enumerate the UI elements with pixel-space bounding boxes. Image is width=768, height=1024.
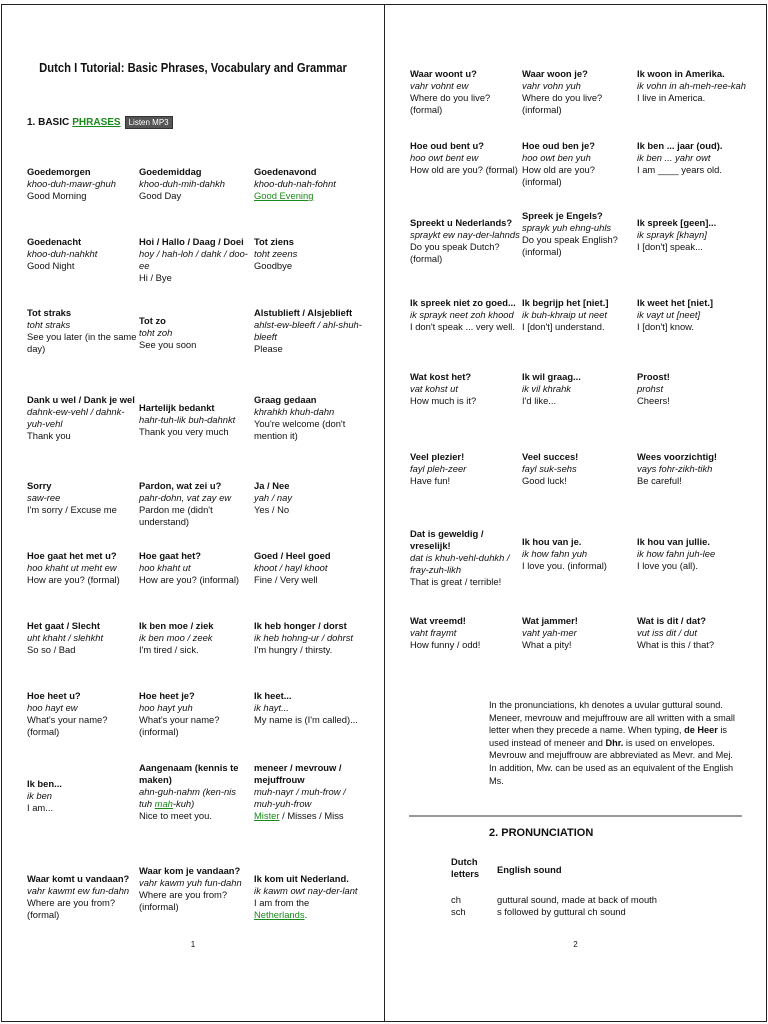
phrase-term: Ik begrijp het [niet.] (522, 297, 609, 308)
phrase-pronunciation: ik hayt... (254, 702, 289, 713)
phrase-pronunciation: ik ben moo / zeek (139, 632, 213, 643)
phrase-meaning: Do you speak English? (informal) (522, 234, 618, 257)
phrase-term: Ik wil graag... (522, 371, 581, 382)
phrase-entry (410, 371, 520, 407)
phrase-term: Tot straks (27, 307, 72, 318)
pron-sound: guttural sound, made at back of mouth (497, 894, 657, 905)
phrase-pronunciation: vaht fraymt (410, 627, 457, 638)
phrase-meaning: Have fun! (410, 475, 451, 486)
page-1 (1, 4, 385, 1022)
phrase-pronunciation: ik how fahn juh-lee (637, 548, 716, 559)
phrase-pronunciation: khoo-duh-mih-dahkh (139, 178, 225, 189)
phrase-entry (410, 297, 520, 333)
phrase-term: Pardon, wat zei u? (139, 480, 222, 491)
phrase-entry (27, 778, 137, 814)
phrase-pronunciation: hoo owt bent ew (410, 152, 479, 163)
phrase-entry (410, 451, 520, 487)
phrase-term: Ik ben... (27, 778, 62, 789)
note-text: is used instead of meneer and (489, 725, 727, 748)
phrase-term: Wat is dit / dat? (637, 615, 706, 626)
phrase-pronunciation: ahlst-ew-bleeft / ahl-shuh-bleeft (254, 319, 362, 342)
note-text: In the pronunciations, kh denotes a uvular guttural sound. Meneer, mevrouw and mejuffrouw are all written with a small letter when they precede a name. When typing, (489, 700, 735, 736)
phrase-pronunciation: fayl pleh-zeer (410, 463, 467, 474)
phrase-term: Spreek je Engels? (522, 210, 603, 221)
phrase-pronunciation: khoo-duh-mawr-ghuh (27, 178, 116, 189)
phrase-entry (27, 394, 137, 442)
phrase-pronunciation: vahr vohnt ew (410, 80, 469, 91)
phrase-meaning: Where do you live? (formal) (410, 92, 491, 115)
phrase-pronunciation: vahr vohn yuh (522, 80, 581, 91)
phrase-term: Wees voorzichtig! (637, 451, 718, 462)
phrase-meaning: I'm hungry / thirsty. (254, 644, 333, 655)
phrase-meaning: Do you speak Dutch? (formal) (410, 241, 500, 264)
phrase-meaning: Pardon me (didn't understand) (139, 504, 213, 527)
phrase-pronunciation: hoo khaht ut meht ew (27, 562, 117, 573)
phrase-pronunciation: saw-ree (27, 492, 61, 503)
phrase-meaning: I am ____ years old. (637, 164, 722, 175)
phrase-entry (27, 307, 137, 355)
phrase-term: Waar kom je vandaan? (139, 865, 241, 876)
note-bold-term: Dhr. (605, 737, 624, 748)
phrase-meaning: See you soon (139, 339, 197, 350)
phrase-term: Sorry (27, 480, 52, 491)
phrase-term: Ik spreek niet zo goed... (410, 297, 516, 308)
phrase-entry (27, 166, 137, 202)
page-number: 1 (190, 940, 196, 949)
phrase-meaning: Fine / Very well (254, 574, 318, 585)
phrase-pronunciation: vays fohr-zikh-tikh (637, 463, 713, 474)
phrase-meaning: So so / Bad (27, 644, 76, 655)
phrase-entry (522, 371, 632, 407)
phrase-pronunciation: hoo hayt ew (27, 702, 78, 713)
phrase-pronunciation: vut iss dit / dut (637, 627, 697, 638)
phrase-meaning: How are you? (formal) (27, 574, 120, 585)
pronunciation-note (489, 699, 735, 787)
phrase-entry (410, 68, 520, 116)
phrase-pronunciation: vahr kawm yuh fun-dahn (139, 877, 242, 888)
phrase-entry (139, 865, 249, 913)
note-text: is used on envelopes. Mevrouw and mejuffrouw are abbreviated as Mevr. and Mej. In addition, Mw. can be used as an equivalent of the English Ms. (489, 737, 734, 786)
phrase-meaning: See you later (in the same day) (27, 331, 137, 354)
good-evening-link[interactable]: Good Evening (254, 190, 314, 201)
phrase-meaning: Good Morning (27, 190, 87, 201)
phrase-term: Hoe gaat het? (139, 550, 201, 561)
phrase-term: Hoe heet je? (139, 690, 195, 701)
phrase-entry (522, 68, 632, 116)
phrase-entry (637, 615, 747, 651)
phrase-meaning: What is this / that? (637, 639, 715, 650)
phrase-pronunciation: ik vil khrahk (522, 383, 571, 394)
phrase-meaning: Hi / Bye (139, 272, 172, 283)
phrase-entry (522, 536, 632, 572)
phrase-pronunciation: hoo hayt yuh (139, 702, 193, 713)
phrase-pronunciation: ik kawm owt nay-der-lant (254, 885, 358, 896)
phrase-term: Ik woon in Amerika. (637, 68, 725, 79)
phrase-term: Ik kom uit Nederland. (254, 873, 349, 884)
phrase-meaning: I'm sorry / Excuse me (27, 504, 117, 515)
phrase-entry (27, 873, 137, 921)
phrase-entry (410, 140, 520, 176)
phrase-term: Ik spreek [geen]... (637, 217, 717, 228)
phrase-meaning: Yes / No (254, 504, 290, 515)
phrases-link[interactable]: PHRASES (72, 117, 121, 128)
document-title: Dutch I Tutorial: Basic Phrases, Vocabulary and Grammar (39, 61, 347, 75)
phrase-meaning: I love you (all). (637, 560, 698, 571)
phrase-term: Hartelijk bedankt (139, 402, 215, 413)
section-1-prefix: 1. BASIC (27, 117, 70, 128)
phrase-meaning: Where are you from? (informal) (139, 889, 228, 912)
phrase-meaning: What's your name? (formal) (27, 714, 108, 737)
phrase-entry (254, 620, 364, 656)
phrase-meaning: How funny / odd! (410, 639, 481, 650)
phrase-entry (139, 480, 249, 528)
phrase-term: Hoe oud bent u? (410, 140, 484, 151)
phrase-entry (254, 307, 364, 355)
netherlands-link[interactable]: Netherlands (254, 909, 305, 920)
section-1-heading (27, 116, 173, 129)
phrase-entry (139, 690, 249, 738)
phrase-term: Tot zo (139, 315, 166, 326)
phrase-pronunciation: ik buh-khraip ut neet (522, 309, 607, 320)
phrase-entry (139, 236, 249, 284)
phrase-entry (522, 140, 632, 188)
phrase-entry (254, 762, 364, 822)
phrase-meaning: Thank you (27, 430, 71, 441)
phrase-term: meneer / mevrouw / mejuffrouw (254, 762, 342, 785)
phrase-term: Wat vreemd! (410, 615, 466, 626)
page-number: 2 (573, 940, 578, 949)
phrase-term: Het gaat / Slecht (27, 620, 100, 631)
phrase-meaning: Where are you from? (formal) (27, 897, 116, 920)
phrase-term: Dat is geweldig / vreselijk! (410, 528, 484, 551)
phrase-term: Hoe gaat het met u? (27, 550, 117, 561)
phrase-term: Ik heb honger / dorst (254, 620, 347, 631)
note-bold-term: de Heer (684, 725, 718, 736)
phrase-term: Ik ben ... jaar (oud). (637, 140, 723, 151)
phrase-entry (254, 480, 364, 516)
phrase-entry (139, 315, 249, 351)
phrase-meaning: Where do you live? (informal) (522, 92, 603, 115)
phrase-meaning: I'm tired / sick. (139, 644, 199, 655)
phrase-term: Goedenavond (254, 166, 317, 177)
phrase-pronunciation: ik ben ... yahr owt (637, 152, 711, 163)
phrase-term: Alstublieft / Alsjeblieft (254, 307, 353, 318)
phrase-meaning: That is great / terrible! (410, 576, 502, 587)
phrase-entry (410, 528, 520, 588)
meaning-pre: I am from the (254, 897, 310, 908)
phrase-term: Spreekt u Nederlands? (410, 217, 513, 228)
phrase-entry (27, 550, 137, 586)
phrase-meaning: Please (254, 343, 283, 354)
phrase-term: Dank u wel / Dank je wel (27, 394, 135, 405)
phrase-pronunciation: toht zeens (254, 248, 298, 259)
phrase-term: Goedemorgen (27, 166, 91, 177)
phrase-term: Goed / Heel goed (254, 550, 331, 561)
phrase-term: Waar woont u? (410, 68, 477, 79)
phrase-pronunciation: muh-nayr / muh-frow / muh-yuh-frow (254, 786, 346, 809)
phrase-entry (27, 620, 137, 656)
phrase-entry (637, 217, 747, 253)
phrase-entry (139, 166, 249, 202)
listen-mp3-button[interactable]: Listen MP3 (125, 116, 173, 129)
phrase-term: Graag gedaan (254, 394, 317, 405)
phrase-entry (637, 68, 747, 104)
phrase-entry (27, 236, 137, 272)
phrase-term: Aangenaam (kennis te maken) (139, 762, 239, 785)
pronunciation-part: -kuh) (172, 798, 195, 809)
phrase-term: Hoe oud ben je? (522, 140, 595, 151)
phrase-meaning: How old are you? (informal) (522, 164, 595, 187)
phrase-meaning: Nice to meet you. (139, 810, 212, 821)
phrase-pronunciation: spraykt ew nay-der-lahnds (410, 229, 520, 240)
meaning-rest: / Misses / Miss (279, 810, 344, 821)
phrase-entry (254, 550, 364, 586)
phrase-term: Ik heet... (254, 690, 292, 701)
phrase-term: Goedenacht (27, 236, 82, 247)
phrase-pronunciation: dat is khuh-vehl-duhkh / fray-zuh-likh (410, 552, 510, 575)
phrase-pronunciation: sprayk yuh ehng-uhls (522, 222, 612, 233)
phrase-pronunciation: ik vayt ut [neet] (637, 309, 701, 320)
pron-sound: s followed by guttural ch sound (497, 906, 626, 917)
phrase-term: Veel plezier! (410, 451, 465, 462)
phrase-term: Veel succes! (522, 451, 579, 462)
phrase-entry (27, 690, 137, 738)
phrase-meaning: Goodbye (254, 260, 293, 271)
phrase-meaning: You're welcome (don't mention it) (254, 418, 346, 441)
phrase-term: Ik weet het [niet.] (637, 297, 714, 308)
phrase-meaning: Good Night (27, 260, 75, 271)
page-2 (384, 4, 767, 1022)
phrase-term: Hoe heet u? (27, 690, 81, 701)
mah-link[interactable]: mah (154, 798, 173, 809)
phrase-meaning: How old are you? (formal) (410, 164, 518, 175)
phrase-entry (139, 550, 249, 586)
phrase-pronunciation (139, 786, 249, 810)
phrase-term: Wat kost het? (410, 371, 472, 382)
phrase-entry (254, 394, 364, 442)
phrase-pronunciation: ik sprayk neet zoh khood (410, 309, 514, 320)
phrase-pronunciation: ik sprayk [khayn] (637, 229, 707, 240)
section-divider (409, 815, 742, 817)
phrase-meaning: What's your name? (informal) (139, 714, 220, 737)
phrase-meaning: I [don't] know. (637, 321, 695, 332)
meaning-post: . (304, 909, 308, 920)
phrase-entry (139, 402, 249, 438)
phrase-meaning: How are you? (informal) (139, 574, 240, 585)
phrase-meaning (254, 897, 364, 921)
phrase-term: Ik ben moe / ziek (139, 620, 214, 631)
dutch-letters-header: Dutch letters (451, 856, 480, 879)
pronunciation-part: ahn-guh-nahm (ken-nis tuh (139, 786, 236, 809)
phrase-pronunciation: toht straks (27, 319, 71, 330)
phrase-meaning: Thank you very much (139, 426, 229, 437)
phrase-term: Goedemiddag (139, 166, 202, 177)
section-2-heading: 2. PRONUNCIATION (489, 827, 594, 839)
phrase-meaning: My name is (I'm called)... (254, 714, 358, 725)
pron-letters: sch (451, 906, 466, 917)
phrase-meaning (254, 810, 364, 822)
phrase-entry (637, 140, 747, 176)
phrase-entry (254, 166, 364, 202)
phrase-entry (637, 451, 747, 487)
phrase-pronunciation: uht khaht / slehkht (27, 632, 104, 643)
phrase-term: Wat jammer! (522, 615, 578, 626)
phrase-term: Proost! (637, 371, 670, 382)
phrase-pronunciation: khrahkh khuh-dahn (254, 406, 335, 417)
phrase-pronunciation: khoo-duh-nah-fohnt (254, 178, 336, 189)
phrase-term: Ik hou van jullie. (637, 536, 710, 547)
phrase-entry (410, 217, 520, 265)
phrase-entry (254, 690, 364, 726)
phrase-meaning: I [don't] speak... (637, 241, 703, 252)
phrase-pronunciation: hoy / hah-loh / dahk / doo-ee (139, 248, 248, 271)
phrase-pronunciation: vahr kawmt ew fun-dahn (27, 885, 130, 896)
phrase-meaning: I [don't] understand. (522, 321, 605, 332)
phrase-meaning: I don't speak ... very well. (410, 321, 515, 332)
phrase-pronunciation: toht zoh (139, 327, 173, 338)
phrase-pronunciation: pahr-dohn, vat zay ew (139, 492, 232, 503)
pron-letters: ch (451, 894, 461, 905)
phrase-pronunciation: hoo owt ben yuh (522, 152, 591, 163)
phrase-pronunciation: khoo-duh-nahkht (27, 248, 98, 259)
phrase-entry (27, 480, 137, 516)
phrase-pronunciation: vat kohst ut (410, 383, 458, 394)
phrase-entry (254, 236, 364, 272)
phrase-entry (637, 536, 747, 572)
phrase-term: Waar komt u vandaan? (27, 873, 130, 884)
phrase-pronunciation: hahr-tuh-lik buh-dahnkt (139, 414, 236, 425)
phrase-entry (139, 620, 249, 656)
phrase-term: Hoi / Hallo / Daag / Doei (139, 236, 244, 247)
phrase-entry (637, 297, 747, 333)
phrase-term: Ik hou van je. (522, 536, 582, 547)
phrase-pronunciation: hoo khaht ut (139, 562, 191, 573)
phrase-meaning: Be careful! (637, 475, 682, 486)
phrase-meaning: What a pity! (522, 639, 572, 650)
phrase-pronunciation: ik ben (27, 790, 53, 801)
phrase-meaning: I live in America. (637, 92, 706, 103)
phrase-entry (139, 762, 249, 822)
phrase-meaning: I'd like... (522, 395, 557, 406)
phrase-entry (522, 615, 632, 651)
phrase-entry (522, 451, 632, 487)
phrase-meaning: Good Day (139, 190, 182, 201)
phrase-term: Tot ziens (254, 236, 294, 247)
phrase-pronunciation: prohst (637, 383, 664, 394)
phrase-entry (410, 615, 520, 651)
phrase-entry (522, 297, 632, 333)
phrase-term: Ja / Nee (254, 480, 290, 491)
phrase-meaning: I love you. (informal) (522, 560, 607, 571)
phrase-pronunciation: khoot / hayl khoot (254, 562, 328, 573)
phrase-meaning: Cheers! (637, 395, 670, 406)
phrase-entry (637, 371, 747, 407)
phrase-meaning: I am... (27, 802, 54, 813)
phrase-pronunciation: ik how fahn yuh (522, 548, 588, 559)
phrase-pronunciation: ik vohn in ah-meh-ree-kah (637, 80, 746, 91)
english-sound-header: English sound (497, 864, 562, 875)
mister-link[interactable]: Mister (254, 810, 280, 821)
phrase-meaning: Good luck! (522, 475, 567, 486)
phrase-pronunciation: dahnk-ew-vehl / dahnk-yuh-vehl (27, 406, 125, 429)
phrase-pronunciation: ik heb hohng-ur / dohrst (254, 632, 354, 643)
phrase-term: Waar woon je? (522, 68, 588, 79)
phrase-entry (254, 873, 364, 921)
phrase-pronunciation: vaht yah-mer (522, 627, 577, 638)
phrase-pronunciation: yah / nay (254, 492, 293, 503)
phrase-pronunciation: fayl suk-sehs (522, 463, 577, 474)
phrase-entry (522, 210, 632, 258)
phrase-meaning: How much is it? (410, 395, 477, 406)
